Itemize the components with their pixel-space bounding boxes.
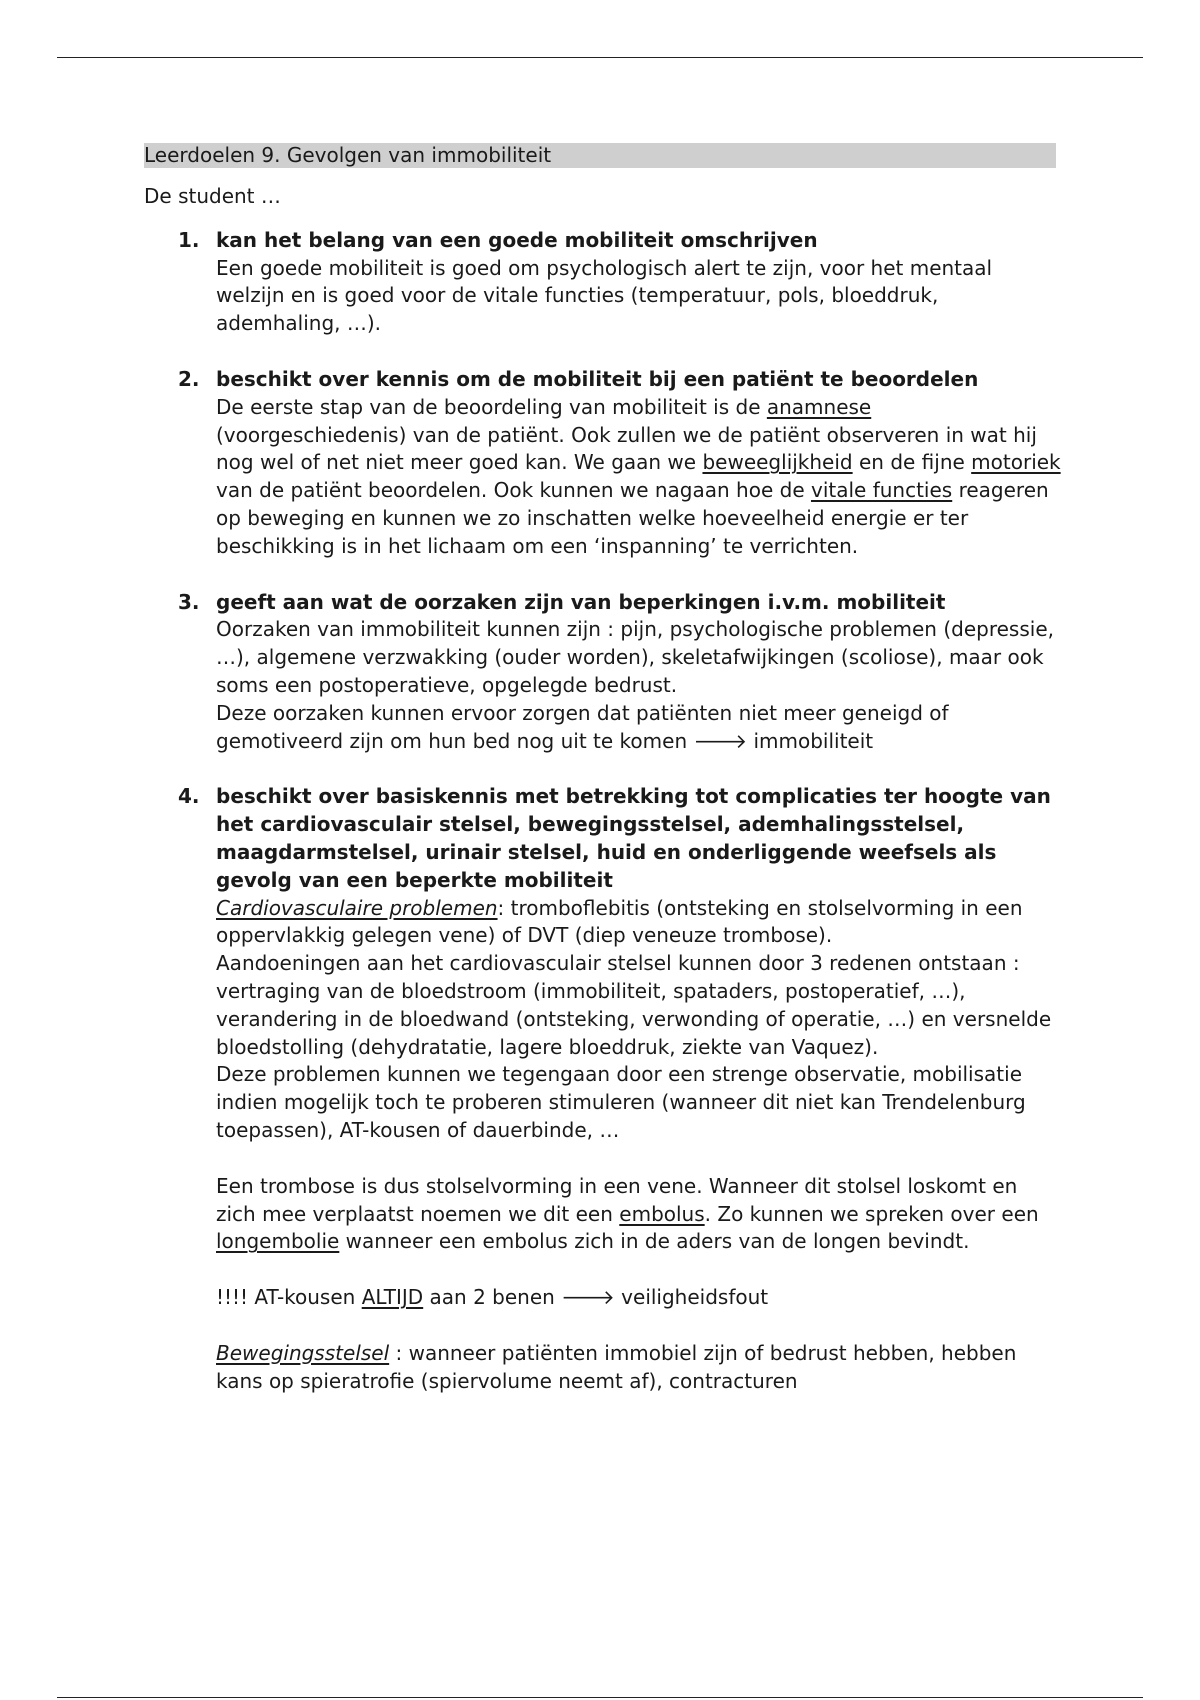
term-motoriek: motoriek	[971, 450, 1061, 475]
item-answer: Oorzaken van immobiliteit kunnen zijn : pijn, psychologische problemen (depressie, …), algemene verzwakking (ouder worden), skeletafwijkingen (scoliose), maar ook soms een postoperatieve, opgelegde bedrust.	[216, 617, 1054, 697]
warning-text: !!!! AT-kousen	[216, 1285, 362, 1310]
thrombosis-text: . Zo kunnen we spreken over een	[704, 1201, 1039, 1226]
term-vitale-functies: vitale functies	[810, 478, 953, 503]
item-answer: Een goede mobiliteit is goed om psychologisch alert te zijn, voor het mentaal welzijn en is goed voor de vitale functies (temperatuur, pols, bloeddruk, ademhaling, …).	[216, 255, 993, 336]
item-number: 2.	[178, 366, 200, 391]
list-item	[144, 366, 1062, 561]
term-anamnese: anamnese	[766, 394, 872, 419]
cardio-text: : tromboflebitis (ontsteking en stolselvorming in een oppervlakkig gelegen vene) of DVT (diep veneuze trombose).	[216, 895, 1023, 948]
musculoskeletal-paragraph	[216, 1340, 1062, 1396]
list-item	[144, 783, 1062, 1395]
causes-paragraph: Aandoeningen aan het cardiovasculair stelsel kunnen door 3 redenen ontstaan : vertraging van de bloedstroom (immobiliteit, spataders, postoperatief, …), verandering in de bloedwand (ontsteking, verwonding of operatie, …) en versnelde bloedstolling (dehydratatie, lagere bloeddruk, ziekte van Vaquez).	[216, 951, 1052, 1059]
item-number: 4.	[178, 784, 200, 809]
list-item	[144, 227, 1062, 338]
intro-text: De student …	[144, 184, 281, 208]
warning-paragraph	[216, 1284, 1062, 1312]
spacer	[216, 1145, 1062, 1173]
spacer	[216, 1256, 1062, 1284]
footer-rule	[57, 1697, 1143, 1698]
learning-goals-list	[144, 227, 1062, 1396]
musculoskeletal-label: Bewegingsstelsel	[216, 1340, 390, 1365]
term-longembolie: longembolie	[216, 1229, 340, 1254]
item-number: 3.	[178, 589, 200, 614]
page-title: Leerdoelen 9. Gevolgen van immobiliteit	[144, 143, 1056, 168]
item-question: beschikt over kennis om de mobiliteit bij een patiënt te beoordelen	[216, 366, 979, 391]
term-altijd: ALTIJD	[361, 1285, 424, 1310]
spacer	[216, 1312, 1062, 1340]
thrombosis-text: Een trombose is dus stolselvorming in een vene. Wanneer dit stolsel loskomt en zich mee verplaatst noemen we dit een	[216, 1173, 1018, 1226]
answer-text: (voorgeschiedenis) van de patiënt. Ook zullen we de patiënt observeren in wat hij nog wel of net niet meer goed kan. We gaan we	[216, 422, 1037, 475]
document-body	[144, 143, 1062, 1423]
cardio-label: Cardiovasculaire problemen	[216, 895, 498, 920]
answer-text: De eerste stap van de beoordeling van mobiliteit is de	[216, 394, 767, 419]
answer-text: reageren op beweging en kunnen we zo inschatten welke hoeveelheid energie er ter beschikking is in het lichaam om een ‘inspanning’ te verrichten.	[216, 478, 1049, 558]
prevention-paragraph: Deze problemen kunnen we tegengaan door een strenge observatie, mobilisatie indien mogelijk toch te proberen stimuleren (wanneer dit niet kan Trendelenburg toepassen), AT-kousen of dauerbinde, …	[216, 1062, 1026, 1142]
term-embolus: embolus	[619, 1201, 705, 1226]
thrombosis-text: wanneer een embolus zich in de aders van de longen bevindt.	[339, 1229, 970, 1254]
thrombosis-paragraph	[216, 1173, 1062, 1256]
cardio-paragraph	[216, 895, 1062, 951]
item-answer	[216, 394, 1062, 561]
term-beweeglijkheid: beweeglijkheid	[702, 450, 853, 475]
answer-text: van de patiënt beoordelen. Ook kunnen we nagaan hoe de	[216, 478, 811, 503]
header-rule	[57, 57, 1143, 58]
item-question: geeft aan wat de oorzaken zijn van beperkingen i.v.m. mobiliteit	[216, 589, 946, 614]
warning-text: aan 2 benen 🡒 veiligheidsfout	[423, 1285, 769, 1310]
musculoskeletal-text: : wanneer patiënten immobiel zijn of bedrust hebben, hebben kans op spieratrofie (spiervolume neemt af), contracturen	[216, 1340, 1017, 1393]
item-question: kan het belang van een goede mobiliteit omschrijven	[216, 227, 818, 252]
list-item	[144, 589, 1062, 756]
item-number: 1.	[178, 227, 200, 252]
answer-text: en de fijne	[852, 450, 972, 475]
item-answer: Deze oorzaken kunnen ervoor zorgen dat patiënten niet meer geneigd of gemotiveerd zijn om hun bed nog uit te komen 🡒 immobiliteit	[216, 700, 949, 753]
item-question: beschikt over basiskennis met betrekking tot complicaties ter hoogte van het cardiovasculair stelsel, bewegingsstelsel, ademhalingsstelsel, maagdarmstelsel, urinair stelsel, huid en onderliggende weefsels als gevolg van een beperkte mobiliteit	[216, 784, 1051, 892]
